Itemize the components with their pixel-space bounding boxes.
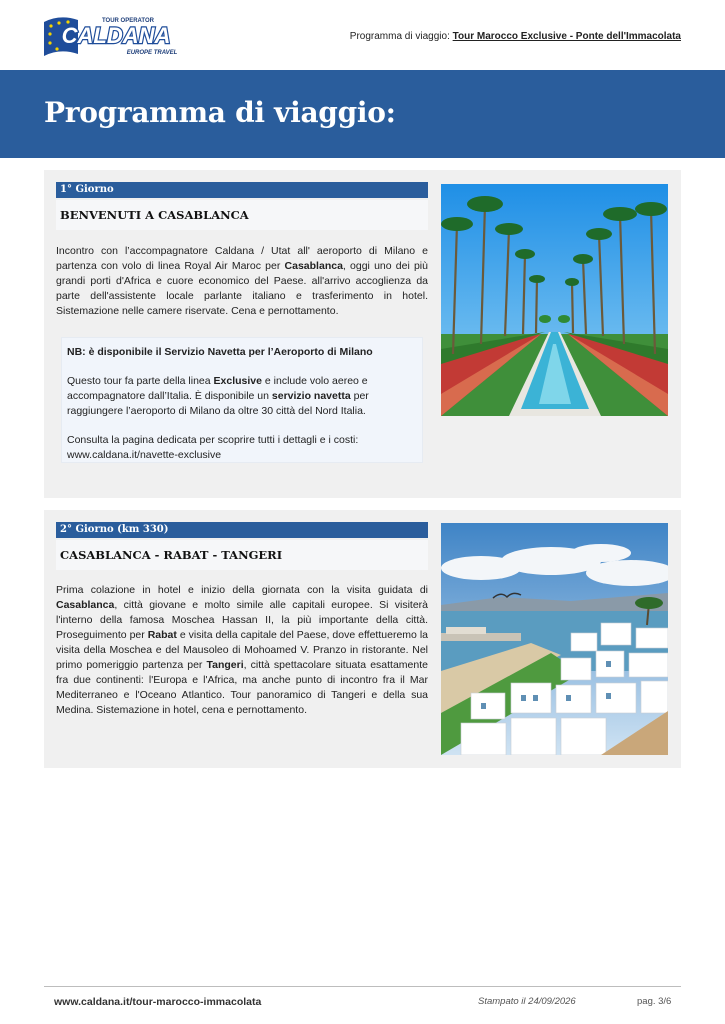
- day-label: 2° Giorno (km 330): [56, 522, 428, 538]
- program-banner: [0, 70, 725, 158]
- shuttle-note: [61, 337, 423, 463]
- header-trip-link[interactable]: Tour Marocco Exclusive - Ponte dell'Immacolata: [452, 31, 681, 42]
- header-trip-prefix: Programma di viaggio:: [349, 31, 453, 42]
- day-title: CASABLANCA - RABAT - TANGERI: [60, 548, 283, 562]
- page-title: Programma di viaggio:: [44, 96, 396, 129]
- page-header: [0, 0, 725, 70]
- day-card-2: [44, 510, 681, 768]
- tangier-coast-photo: [441, 523, 668, 755]
- svg-text:TOUR OPERATOR: TOUR OPERATOR: [101, 18, 155, 24]
- caldana-logo[interactable]: [42, 12, 184, 58]
- shuttle-note-title: NB: è disponibile il Servizio Navetta per l’Aeroporto di Milano: [67, 346, 373, 358]
- shuttle-note-body: Questo tour fa parte della linea Exclusive e include volo aereo e accompagnatore dall’Italia. È disponibile un servizio navetta per raggiungere l’aeroporto di Milano da oltre 30 città del Nord Italia.: [67, 375, 369, 417]
- palm-garden-fountain-photo: [441, 184, 668, 416]
- day-description: Incontro con l’accompagnatore Caldana / Utat all' aeroporto di Milano e partenza con volo di linea Royal Air Maroc per Casablanca, oggi uno dei più grandi porti d'Africa e cuore economico del Paese. all'arrivo accoglienza da parte dell'assistente locale parlante italiano e trasferimento in hotel. Sistemazione nelle camere riservate. Cena e pernottamento.: [56, 245, 428, 317]
- footer-url[interactable]: www.caldana.it/tour-marocco-immacolata: [54, 996, 262, 1008]
- shuttle-note-link[interactable]: www.caldana.it/navette-exclusive: [67, 449, 222, 461]
- footer-divider: [44, 986, 681, 987]
- svg-text:EUROPE TRAVEL: EUROPE TRAVEL: [126, 50, 178, 56]
- day-description: Prima colazione in hotel e inizio della giornata con la visita guidata di Casablanca, città giovane e molto simile alle capitali europee. Si visiterà l'interno della famosa Moschea Hassan II, la più importante della città. Proseguimento per Rabat e visita della capitale del Paese, dove effettueremo la visita della Moschea e del Mausoleo di Mohoamed V. Pranzo in ristorante. Nel primo pomeriggio partenza per Tangeri, città spettacolare situata esattamente fra due continenti: l'Europa e l'Africa, ma anche punto di incontro fra il Mar Mediterraneo e l'Oceano Atlantico. Tour panoramico di Tangeri e della sua Medina. Sistemazione in hotel, cena e pernottamento.: [56, 584, 428, 716]
- svg-text:CALDANA: CALDANA: [61, 23, 171, 48]
- footer-print-date: Stampato il 24/09/2026: [478, 996, 576, 1007]
- day-title-box: [56, 540, 428, 570]
- caldana-logo-graphic: [42, 12, 184, 58]
- day-title-box: [56, 200, 428, 230]
- day-title: BENVENUTI A CASABLANCA: [60, 208, 249, 222]
- day-card-1: [44, 170, 681, 498]
- shuttle-note-info: Consulta la pagina dedicata per scoprire tutti i dettagli e i costi:: [67, 434, 359, 446]
- footer-page-number: pag. 3/6: [637, 996, 672, 1007]
- header-trip-title: [350, 31, 681, 42]
- day-label: 1° Giorno: [56, 182, 428, 198]
